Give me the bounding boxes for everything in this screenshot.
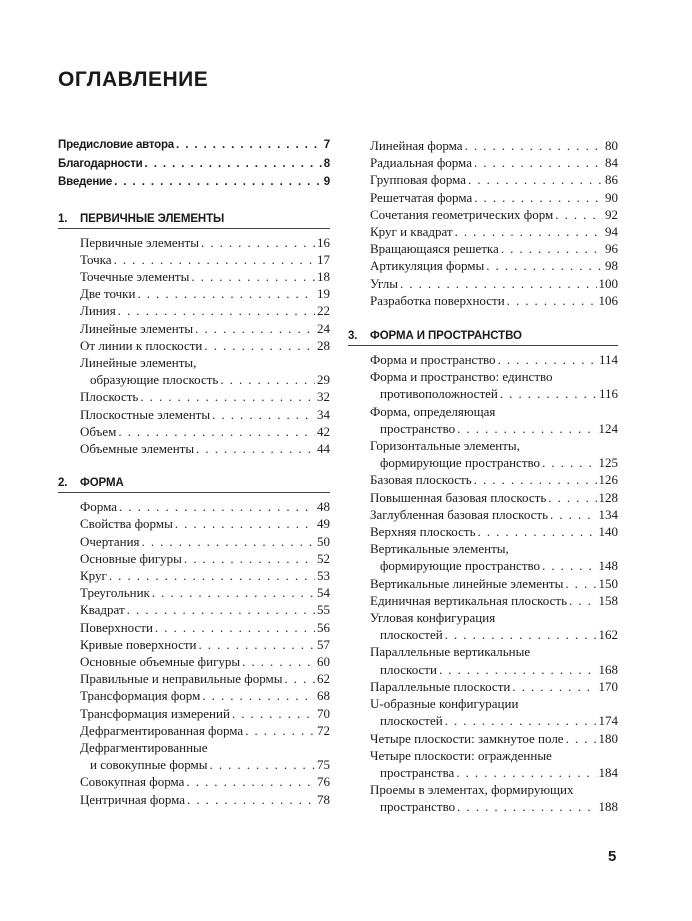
- chapter-heading-1: [58, 213, 330, 229]
- dot-leader: [220, 371, 315, 388]
- entry-page: 29: [317, 372, 330, 388]
- entry-page: 106: [598, 292, 618, 308]
- entry-title: Верхняя плоскость: [370, 524, 476, 540]
- toc-entry[interactable]: [80, 791, 330, 808]
- dot-leader: [555, 206, 603, 223]
- dot-leader: [566, 730, 597, 747]
- dot-leader: [176, 136, 322, 155]
- toc-entry[interactable]: [370, 223, 618, 240]
- toc-entry[interactable]: [80, 423, 330, 440]
- entry-page: 90: [605, 189, 618, 205]
- entry-page: 68: [317, 688, 330, 704]
- dot-leader: [445, 626, 597, 643]
- entry-line-2: [370, 420, 618, 437]
- entry-page: 9: [323, 176, 330, 188]
- dot-leader: [465, 137, 603, 154]
- entry-page: 16: [317, 234, 330, 250]
- dot-leader: [212, 406, 315, 423]
- entry-line-2: [80, 756, 330, 773]
- toc-entry[interactable]: [80, 773, 330, 790]
- dot-leader: [140, 388, 315, 405]
- page-number: 5: [608, 848, 617, 865]
- entry-title: Единичная вертикальная плоскость: [370, 592, 567, 608]
- entry-title-line-2: пространство: [380, 799, 456, 815]
- dot-leader: [204, 337, 315, 354]
- entry-page: 56: [317, 619, 330, 635]
- entry-title: Правильные и неправильные формы: [80, 671, 283, 687]
- dot-leader: [456, 764, 596, 781]
- toc-entry[interactable]: [80, 567, 330, 584]
- entry-page: 125: [598, 455, 618, 471]
- dot-leader: [500, 385, 597, 402]
- toc-entry[interactable]: [80, 653, 330, 670]
- entry-title: Линейные элементы: [80, 320, 194, 336]
- toc-entry[interactable]: [370, 403, 618, 437]
- entry-page: 134: [598, 506, 618, 522]
- entry-page: 150: [598, 575, 618, 591]
- entry-page: 162: [598, 627, 618, 643]
- entry-page: 28: [317, 337, 330, 353]
- dot-leader: [512, 678, 596, 695]
- entry-title-line-1: Параллельные вертикальные: [370, 644, 531, 660]
- dot-leader: [445, 712, 597, 729]
- toc-entry[interactable]: [370, 206, 618, 223]
- dot-leader: [478, 523, 597, 540]
- entry-title-line-2: формирующие пространство: [380, 455, 541, 471]
- front-matter: [58, 136, 330, 192]
- entry-title: Линия: [80, 303, 116, 319]
- entry-page: 8: [323, 157, 330, 170]
- entry-page: 170: [598, 678, 618, 694]
- entry-page: 72: [317, 722, 330, 738]
- toc-entry[interactable]: [370, 489, 618, 506]
- entry-page: 53: [317, 567, 330, 583]
- entry-title: Квадрат: [80, 602, 125, 618]
- entry-page: 42: [317, 423, 330, 439]
- entry-title: Очертания: [80, 533, 140, 549]
- entry-title: Базовая плоскость: [370, 472, 472, 488]
- chapter-heading-3: [348, 330, 618, 346]
- toc-entry[interactable]: [80, 440, 330, 457]
- entry-page: 124: [598, 420, 618, 436]
- entry-title: От линии к плоскости: [80, 337, 203, 353]
- entry-title: Треугольник: [80, 585, 150, 601]
- entry-page: 100: [598, 275, 618, 291]
- dot-leader: [202, 687, 315, 704]
- entry-page: 54: [317, 585, 330, 601]
- toc-entry[interactable]: [80, 268, 330, 285]
- entry-page: 52: [317, 550, 330, 566]
- toc-entry[interactable]: [370, 592, 618, 609]
- chapter-number: 1.: [58, 212, 68, 225]
- entry-title: Групповая форма: [370, 172, 467, 188]
- entry-page: 126: [598, 472, 618, 488]
- entry-title: Две точки: [80, 286, 136, 302]
- entry-title: Основные объемные фигуры: [80, 653, 241, 669]
- entry-title-line-2: плоскостей: [380, 713, 443, 729]
- dot-leader: [145, 155, 322, 174]
- toc-entry[interactable]: [80, 251, 330, 268]
- dot-leader: [232, 705, 315, 722]
- toc-entry[interactable]: [370, 523, 618, 540]
- entry-page: 158: [598, 592, 618, 608]
- entry-title: Свойства формы: [80, 516, 173, 532]
- toc-entry[interactable]: [370, 471, 618, 488]
- toc-entry[interactable]: [370, 154, 618, 171]
- toc-entry[interactable]: [370, 506, 618, 523]
- toc-entry[interactable]: [80, 687, 330, 704]
- entry-title-line-1: Четыре плоскости: огражденные: [370, 747, 552, 763]
- toc-entry[interactable]: [370, 730, 618, 747]
- entry-title: Объемные элементы: [80, 440, 195, 456]
- toc-entry[interactable]: [80, 705, 330, 722]
- entry-page: 57: [317, 636, 330, 652]
- dot-leader: [155, 619, 315, 636]
- dot-leader: [242, 653, 315, 670]
- entry-page: 116: [598, 386, 618, 402]
- dot-leader: [118, 423, 315, 440]
- entry-title: Предисловие автора: [58, 139, 174, 151]
- toc-entry[interactable]: [80, 320, 330, 337]
- toc-entry[interactable]: [80, 533, 330, 550]
- chapter-heading-2: [58, 477, 330, 493]
- toc-entry[interactable]: [80, 550, 330, 567]
- entry-title: Объем: [80, 423, 117, 439]
- dot-leader: [507, 292, 597, 309]
- entry-title: Точка: [80, 251, 112, 267]
- entry-title-line-1: Форма, определяющая: [370, 403, 496, 419]
- entry-title: Параллельные плоскости: [370, 678, 511, 694]
- entry-page: 76: [317, 774, 330, 790]
- entry-title: Точечные элементы: [80, 268, 190, 284]
- entry-title-line-1: U-образные конфигурации: [370, 696, 519, 712]
- entry-title: Форма и пространство: [370, 352, 496, 368]
- dot-leader: [119, 498, 315, 515]
- entry-title: Введение: [58, 176, 113, 188]
- entry-title: Основные фигуры: [80, 550, 182, 566]
- toc-entry[interactable]: [80, 388, 330, 405]
- entry-page: 128: [598, 489, 618, 505]
- dot-leader: [195, 320, 315, 337]
- dot-leader: [486, 257, 603, 274]
- toc-entry[interactable]: [370, 189, 618, 206]
- entry-title: Вертикальные линейные элементы: [370, 575, 564, 591]
- entry-title: Благодарности: [58, 157, 143, 170]
- toc-entry[interactable]: [80, 584, 330, 601]
- entry-page: 78: [317, 791, 330, 807]
- dot-leader: [474, 471, 597, 488]
- toc-entry[interactable]: [370, 575, 618, 592]
- dot-leader: [542, 557, 596, 574]
- dot-leader: [175, 515, 315, 532]
- toc-entry[interactable]: [58, 173, 330, 192]
- entry-title-line-2: противоположностей: [380, 386, 498, 402]
- dot-leader: [187, 791, 315, 808]
- entry-page: 140: [598, 524, 618, 540]
- toc-entry[interactable]: [80, 354, 330, 388]
- toc-entry[interactable]: [80, 722, 330, 739]
- toc-entry[interactable]: [80, 234, 330, 251]
- entry-title: Вращающаяся решетка: [370, 241, 499, 257]
- entry-title: Центричная форма: [80, 791, 186, 807]
- entry-line-2: [370, 661, 618, 678]
- entry-page: 92: [605, 206, 618, 222]
- chapter-title: ПЕРВИЧНЫЕ ЭЛЕМЕНТЫ: [80, 212, 225, 225]
- entry-page: 17: [317, 251, 330, 267]
- entry-page: 49: [317, 516, 330, 532]
- entry-title: Повышенная базовая плоскость: [370, 489, 547, 505]
- entry-page: 148: [598, 558, 618, 574]
- entry-page: 19: [317, 286, 330, 302]
- toc-entry[interactable]: [370, 643, 618, 677]
- toc-entry[interactable]: [80, 515, 330, 532]
- entry-page: 184: [598, 764, 618, 780]
- entry-title-line-2: плоскости: [380, 661, 437, 677]
- entry-page: 55: [317, 602, 330, 618]
- entry-page: 180: [598, 730, 618, 746]
- dot-leader: [196, 440, 315, 457]
- toc-entry[interactable]: [370, 275, 618, 292]
- toc-entry[interactable]: [80, 406, 330, 423]
- toc-entry[interactable]: [80, 619, 330, 636]
- toc-entry[interactable]: [58, 155, 330, 174]
- chapter-title: ФОРМА: [80, 477, 124, 490]
- entry-line-2: [370, 557, 618, 574]
- dot-leader: [109, 567, 315, 584]
- toc-entry[interactable]: [370, 171, 618, 188]
- dot-leader: [201, 234, 315, 251]
- entry-line-2: [370, 764, 618, 781]
- entry-page: 98: [605, 258, 618, 274]
- entry-title: Артикуляция формы: [370, 258, 485, 274]
- entry-title: Радиальная форма: [370, 155, 472, 171]
- dot-leader: [199, 636, 316, 653]
- toc-entry[interactable]: [370, 540, 618, 574]
- entry-title-line-1: Проемы в элементах, формирующих: [370, 782, 574, 798]
- entry-title: Совокупная форма: [80, 774, 185, 790]
- toc-entry[interactable]: [80, 302, 330, 319]
- dot-leader: [550, 506, 596, 523]
- dot-leader: [284, 670, 315, 687]
- entry-title-line-2: пространство: [380, 420, 456, 436]
- toc-entry[interactable]: [370, 609, 618, 643]
- entry-page: 18: [317, 268, 330, 284]
- toc-entry[interactable]: [80, 337, 330, 354]
- entry-title-line-2: образующие плоскость: [90, 372, 219, 388]
- dot-leader: [548, 489, 596, 506]
- dot-leader: [210, 756, 315, 773]
- entry-line-2: [80, 371, 330, 388]
- entry-page: 114: [598, 352, 618, 368]
- entry-title: Плоскостные элементы: [80, 406, 211, 422]
- page-title: ОГЛАВЛЕНИЕ: [58, 68, 209, 91]
- toc-entry[interactable]: [80, 636, 330, 653]
- chapter-3-entries: [348, 351, 618, 815]
- dot-leader: [184, 550, 315, 567]
- entry-title: Поверхности: [80, 619, 153, 635]
- dot-leader: [245, 722, 315, 739]
- toc-entry[interactable]: [370, 351, 618, 368]
- toc-entry[interactable]: [80, 285, 330, 302]
- entry-page: 75: [317, 757, 330, 773]
- entry-title-line-1: Вертикальные элементы,: [370, 541, 509, 557]
- entry-line-2: [370, 712, 618, 729]
- chapter-2-continued-entries: [348, 137, 618, 309]
- toc-entry[interactable]: [370, 240, 618, 257]
- entry-title-line-2: плоскостей: [380, 627, 443, 643]
- toc-entry[interactable]: [370, 437, 618, 471]
- dot-leader: [114, 173, 322, 192]
- entry-title-line-1: Форма и пространство: единство: [370, 369, 553, 385]
- chapter-1-entries: [58, 234, 330, 458]
- toc-entry[interactable]: [370, 678, 618, 695]
- entry-line-2: [370, 454, 618, 471]
- dot-leader: [474, 189, 603, 206]
- toc-entry[interactable]: [80, 498, 330, 515]
- entry-title: Трансформация измерений: [80, 705, 230, 721]
- entry-page: 84: [605, 155, 618, 171]
- entry-page: 44: [317, 440, 330, 456]
- dot-leader: [152, 584, 315, 601]
- dot-leader: [439, 661, 597, 678]
- toc-entry[interactable]: [370, 292, 618, 309]
- toc-entry[interactable]: [80, 739, 330, 773]
- entry-page: 96: [605, 241, 618, 257]
- dot-leader: [142, 533, 315, 550]
- entry-page: 86: [605, 172, 618, 188]
- toc-entry[interactable]: [370, 781, 618, 815]
- entry-page: 168: [598, 661, 618, 677]
- entry-title: Решетчатая форма: [370, 189, 473, 205]
- dot-leader: [468, 171, 603, 188]
- entry-title-line-2: формирующие пространство: [380, 558, 541, 574]
- entry-page: 50: [317, 533, 330, 549]
- entry-line-2: [370, 385, 618, 402]
- entry-title-line-1: Линейные элементы,: [80, 354, 197, 370]
- entry-title: Первичные элементы: [80, 234, 199, 250]
- entry-page: 62: [317, 671, 330, 687]
- toc-entry[interactable]: [80, 670, 330, 687]
- entry-title: Круг и квадрат: [370, 224, 453, 240]
- entry-page: 174: [598, 713, 618, 729]
- entry-title-line-2: пространства: [380, 764, 455, 780]
- entry-title: Линейная форма: [370, 138, 463, 153]
- entry-line-2: [370, 626, 618, 643]
- entry-page: 188: [598, 799, 618, 815]
- entry-title-line-2: и совокупные формы: [90, 757, 208, 773]
- entry-title: Плоскость: [80, 389, 139, 405]
- toc-entry[interactable]: [370, 747, 618, 781]
- entry-title: Круг: [80, 567, 107, 583]
- dot-leader: [191, 268, 315, 285]
- entry-page: 7: [323, 139, 330, 151]
- chapter-title: ФОРМА И ПРОСТРАНСТВО: [370, 330, 522, 343]
- entry-page: 94: [605, 224, 618, 240]
- toc-entry[interactable]: [80, 601, 330, 618]
- dot-leader: [569, 592, 597, 609]
- dot-leader: [501, 240, 603, 257]
- entry-title: Трансформация форм: [80, 688, 201, 704]
- chapter-2-entries: [58, 498, 330, 808]
- toc-entry[interactable]: [58, 136, 330, 155]
- dot-leader: [114, 251, 315, 268]
- entry-title: Четыре плоскости: замкнутое поле: [370, 730, 564, 746]
- entry-title: Форма: [80, 499, 117, 515]
- dot-leader: [118, 302, 315, 319]
- dot-leader: [474, 154, 603, 171]
- entry-title: Сочетания геометрических форм: [370, 206, 554, 222]
- toc-left-column: [58, 136, 330, 808]
- toc-entry[interactable]: [370, 257, 618, 274]
- dot-leader: [457, 420, 596, 437]
- entry-page: 60: [317, 653, 330, 669]
- toc-entry[interactable]: [370, 368, 618, 402]
- entry-title: Заглубленная базовая плоскость: [370, 506, 549, 522]
- dot-leader: [455, 223, 603, 240]
- entry-page: 24: [317, 320, 330, 336]
- dot-leader: [186, 773, 315, 790]
- entry-title: Дефрагментированная форма: [80, 722, 244, 738]
- entry-page: 70: [317, 705, 330, 721]
- dot-leader: [498, 351, 597, 368]
- entry-title-line-1: Угловая конфигурация: [370, 610, 496, 626]
- toc-entry[interactable]: [370, 137, 618, 154]
- dot-leader: [400, 275, 597, 292]
- chapter-number: 2.: [58, 477, 68, 490]
- chapter-number: 3.: [348, 330, 358, 343]
- entry-line-2: [370, 798, 618, 815]
- dot-leader: [542, 454, 596, 471]
- entry-page: 48: [317, 499, 330, 515]
- dot-leader: [137, 285, 315, 302]
- entry-page: 22: [317, 303, 330, 319]
- entry-page: 32: [317, 389, 330, 405]
- dot-leader: [127, 601, 315, 618]
- entry-title: Углы: [370, 275, 398, 291]
- entry-page: 80: [605, 138, 618, 153]
- dot-leader: [565, 575, 596, 592]
- entry-title: Разработка поверхности: [370, 292, 505, 308]
- entry-title: Кривые поверхности: [80, 636, 197, 652]
- toc-entry[interactable]: [370, 695, 618, 729]
- entry-title-line-1: Горизонтальные элементы,: [370, 438, 520, 454]
- entry-page: 34: [317, 406, 330, 422]
- dot-leader: [457, 798, 596, 815]
- entry-title-line-1: Дефрагментированные: [80, 739, 208, 755]
- toc-right-column: [348, 137, 618, 816]
